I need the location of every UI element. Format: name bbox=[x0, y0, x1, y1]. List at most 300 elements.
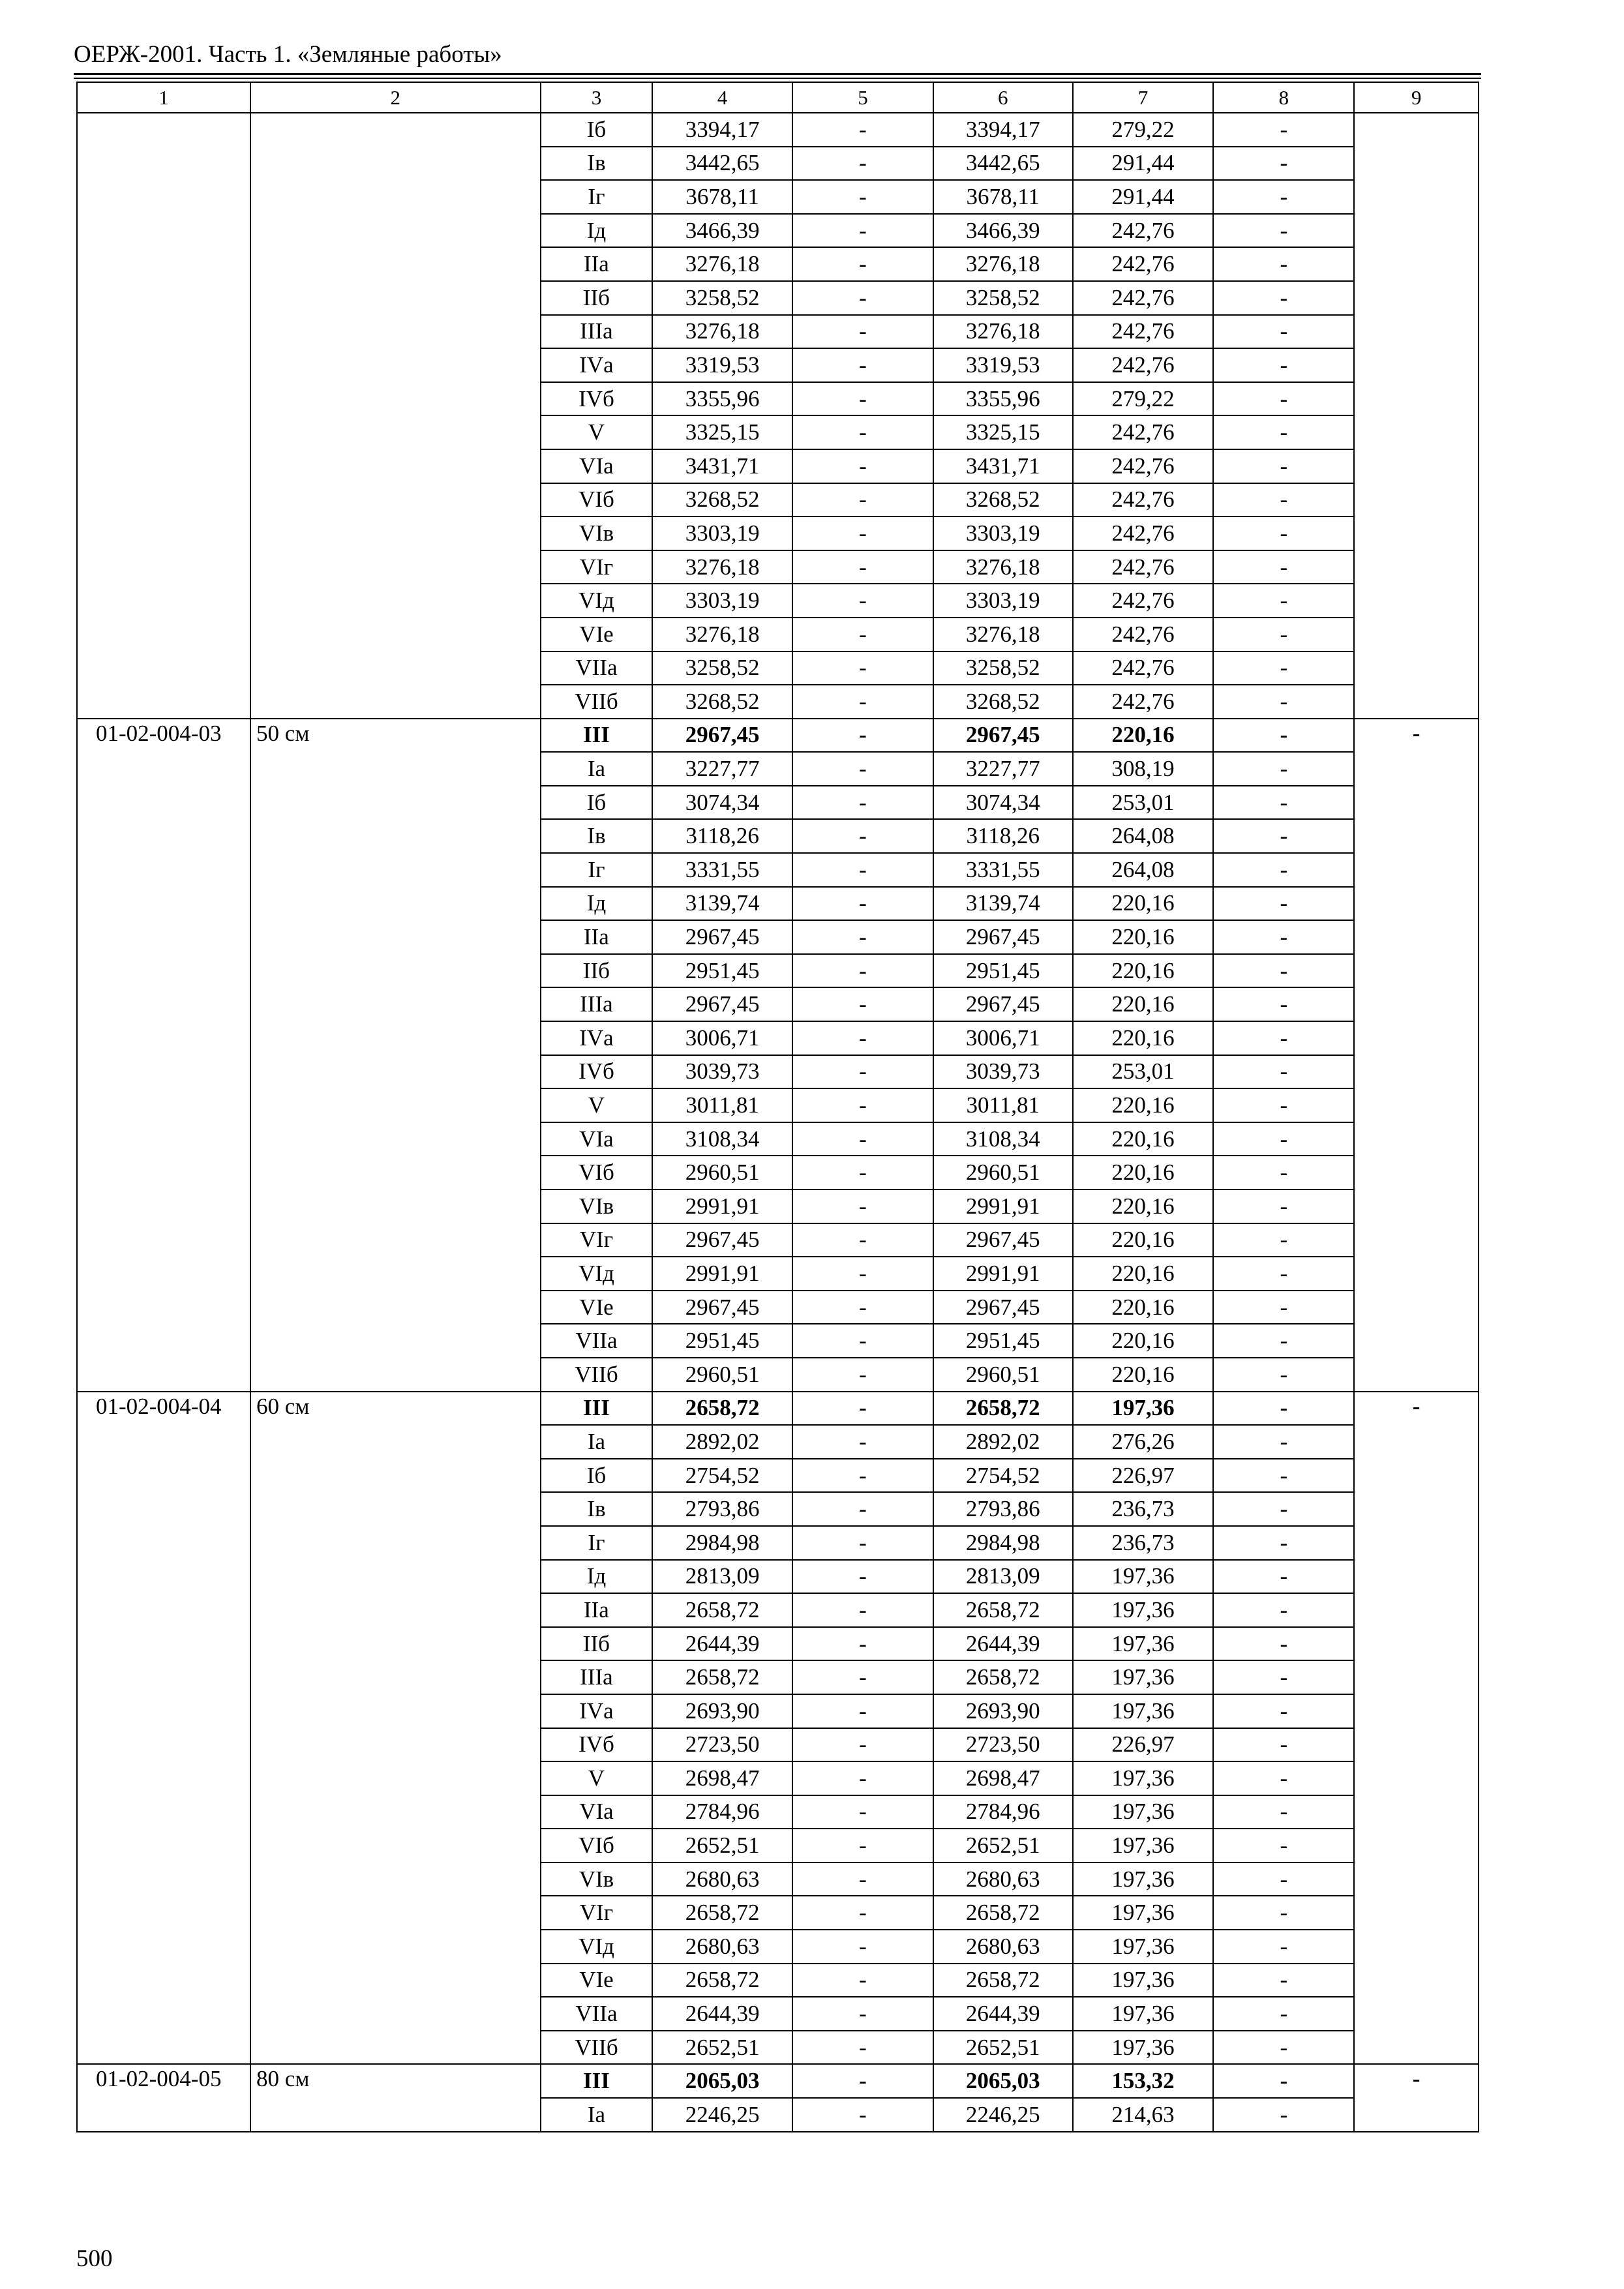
col6-cell: 3303,19 bbox=[933, 584, 1073, 618]
norm-name-cell: 80 см bbox=[250, 2064, 541, 2131]
wage-cell: 276,26 bbox=[1073, 1425, 1214, 1459]
col6-cell: 2967,45 bbox=[933, 1223, 1073, 1257]
col5-cell: - bbox=[792, 247, 933, 281]
wage-cell: 220,16 bbox=[1073, 1021, 1214, 1055]
base-price-cell: 2960,51 bbox=[652, 1156, 792, 1189]
col8-cell: - bbox=[1213, 1997, 1354, 2031]
wage-cell: 236,73 bbox=[1073, 1492, 1214, 1526]
col8-cell: - bbox=[1213, 1761, 1354, 1795]
col8-cell: - bbox=[1213, 2098, 1354, 2132]
col8-cell: - bbox=[1213, 247, 1354, 281]
zone-cell: VIд bbox=[541, 1257, 653, 1291]
col5-cell: - bbox=[792, 550, 933, 584]
col5-cell: - bbox=[792, 1863, 933, 1896]
col8-cell: - bbox=[1213, 1492, 1354, 1526]
col5-cell: - bbox=[792, 685, 933, 719]
column-number-4: 4 bbox=[652, 82, 792, 113]
wage-cell: 264,08 bbox=[1073, 819, 1214, 853]
base-price-cell: 2813,09 bbox=[652, 1560, 792, 1594]
col6-cell: 2960,51 bbox=[933, 1156, 1073, 1189]
col8-cell: - bbox=[1213, 1088, 1354, 1122]
zone-cell: IIа bbox=[541, 920, 653, 954]
base-price-cell: 2652,51 bbox=[652, 2031, 792, 2065]
zone-cell: Iв bbox=[541, 819, 653, 853]
wage-cell: 220,16 bbox=[1073, 1122, 1214, 1156]
base-price-cell: 2892,02 bbox=[652, 1425, 792, 1459]
column-number-8: 8 bbox=[1213, 82, 1354, 113]
base-price-cell: 3276,18 bbox=[652, 247, 792, 281]
col6-cell: 3139,74 bbox=[933, 887, 1073, 921]
zone-cell: Iд bbox=[541, 1560, 653, 1594]
zone-cell: Iв bbox=[541, 1492, 653, 1526]
zone-cell: III bbox=[541, 2064, 653, 2098]
col5-cell: - bbox=[792, 449, 933, 483]
zone-cell: Iг bbox=[541, 1526, 653, 1560]
col8-cell: - bbox=[1213, 752, 1354, 786]
col5-cell: - bbox=[792, 1459, 933, 1493]
col6-cell: 3678,11 bbox=[933, 180, 1073, 214]
zone-cell: Iв bbox=[541, 147, 653, 181]
col5-cell: - bbox=[792, 1795, 933, 1829]
base-price-cell: 3303,19 bbox=[652, 516, 792, 550]
base-price-cell: 3118,26 bbox=[652, 819, 792, 853]
table-row bbox=[77, 113, 1479, 147]
col8-cell: - bbox=[1213, 1055, 1354, 1089]
col5-cell: - bbox=[792, 1425, 933, 1459]
col5-cell: - bbox=[792, 651, 933, 685]
page-header: ОЕРЖ-2001. Часть 1. «Земляные работы» bbox=[74, 41, 502, 68]
zone-cell: IIIа bbox=[541, 987, 653, 1021]
zone-cell: V bbox=[541, 1761, 653, 1795]
column-number-9: 9 bbox=[1354, 82, 1479, 113]
wage-cell: 197,36 bbox=[1073, 1761, 1214, 1795]
col6-cell: 3319,53 bbox=[933, 348, 1073, 382]
col5-cell: - bbox=[792, 987, 933, 1021]
col8-cell: - bbox=[1213, 550, 1354, 584]
col6-cell: 2658,72 bbox=[933, 1392, 1073, 1426]
zone-cell: VIе bbox=[541, 618, 653, 651]
base-price-cell: 2951,45 bbox=[652, 1324, 792, 1358]
wage-cell: 242,76 bbox=[1073, 247, 1214, 281]
wage-cell: 242,76 bbox=[1073, 618, 1214, 651]
col6-cell: 3466,39 bbox=[933, 214, 1073, 248]
col5-cell: - bbox=[792, 1392, 933, 1426]
col5-cell: - bbox=[792, 618, 933, 651]
wage-cell: 226,97 bbox=[1073, 1728, 1214, 1762]
col6-cell: 2680,63 bbox=[933, 1863, 1073, 1896]
col6-cell: 3276,18 bbox=[933, 315, 1073, 349]
base-price-cell: 2658,72 bbox=[652, 1593, 792, 1627]
col6-cell: 3258,52 bbox=[933, 651, 1073, 685]
zone-cell: VIе bbox=[541, 1964, 653, 1997]
base-price-cell: 2658,72 bbox=[652, 1392, 792, 1426]
zone-cell: IVа bbox=[541, 1021, 653, 1055]
zone-cell: VIб bbox=[541, 483, 653, 517]
zone-cell: VIIб bbox=[541, 685, 653, 719]
col8-cell: - bbox=[1213, 1392, 1354, 1426]
col5-cell: - bbox=[792, 180, 933, 214]
col8-cell: - bbox=[1213, 651, 1354, 685]
wage-cell: 220,16 bbox=[1073, 1358, 1214, 1392]
base-price-cell: 2793,86 bbox=[652, 1492, 792, 1526]
col6-cell: 2723,50 bbox=[933, 1728, 1073, 1762]
col6-cell: 2065,03 bbox=[933, 2064, 1073, 2098]
zone-cell: Iб bbox=[541, 1459, 653, 1493]
col8-cell: - bbox=[1213, 1021, 1354, 1055]
col6-cell: 3331,55 bbox=[933, 853, 1073, 887]
base-price-cell: 2658,72 bbox=[652, 1660, 792, 1694]
zone-cell: III bbox=[541, 719, 653, 753]
col6-cell: 2693,90 bbox=[933, 1694, 1073, 1728]
zone-cell: VIг bbox=[541, 1896, 653, 1930]
base-price-cell: 3258,52 bbox=[652, 651, 792, 685]
base-price-cell: 3276,18 bbox=[652, 550, 792, 584]
col6-cell: 3006,71 bbox=[933, 1021, 1073, 1055]
wage-cell: 220,16 bbox=[1073, 1324, 1214, 1358]
col5-cell: - bbox=[792, 113, 933, 147]
col5-cell: - bbox=[792, 1324, 933, 1358]
col5-cell: - bbox=[792, 516, 933, 550]
zone-cell: V bbox=[541, 1088, 653, 1122]
base-price-cell: 2658,72 bbox=[652, 1896, 792, 1930]
col6-cell: 3074,34 bbox=[933, 786, 1073, 820]
col5-cell: - bbox=[792, 887, 933, 921]
wage-cell: 242,76 bbox=[1073, 483, 1214, 517]
wage-cell: 220,16 bbox=[1073, 1257, 1214, 1291]
col8-cell: - bbox=[1213, 1896, 1354, 1930]
col5-cell: - bbox=[792, 1560, 933, 1594]
base-price-cell: 3276,18 bbox=[652, 315, 792, 349]
wage-cell: 242,76 bbox=[1073, 315, 1214, 349]
col8-cell: - bbox=[1213, 1291, 1354, 1324]
col5-cell: - bbox=[792, 1829, 933, 1863]
base-price-cell: 3108,34 bbox=[652, 1122, 792, 1156]
wage-cell: 197,36 bbox=[1073, 2031, 1214, 2065]
zone-cell: VIIб bbox=[541, 2031, 653, 2065]
col5-cell: - bbox=[792, 819, 933, 853]
zone-cell: VIб bbox=[541, 1829, 653, 1863]
col8-cell: - bbox=[1213, 1156, 1354, 1189]
base-price-cell: 2967,45 bbox=[652, 987, 792, 1021]
zone-cell: Iа bbox=[541, 752, 653, 786]
zone-cell: Iа bbox=[541, 1425, 653, 1459]
wage-cell: 242,76 bbox=[1073, 348, 1214, 382]
col6-cell: 2984,98 bbox=[933, 1526, 1073, 1560]
col5-cell: - bbox=[792, 1358, 933, 1392]
column-number-row bbox=[77, 82, 1479, 113]
table-body bbox=[77, 113, 1479, 2132]
wage-cell: 253,01 bbox=[1073, 1055, 1214, 1089]
col5-cell: - bbox=[792, 2031, 933, 2065]
col8-cell: - bbox=[1213, 315, 1354, 349]
column-number-3: 3 bbox=[541, 82, 653, 113]
norm-code-cell: 01-02-004-04 bbox=[77, 1392, 250, 2065]
base-price-cell: 2754,52 bbox=[652, 1459, 792, 1493]
col5-cell: - bbox=[792, 1728, 933, 1762]
base-price-cell: 3431,71 bbox=[652, 449, 792, 483]
col6-cell: 3355,96 bbox=[933, 382, 1073, 416]
wage-cell: 197,36 bbox=[1073, 1392, 1214, 1426]
zone-cell: Iа bbox=[541, 2098, 653, 2132]
norm-name-cell: 50 см bbox=[250, 719, 541, 1392]
wage-cell: 197,36 bbox=[1073, 1627, 1214, 1661]
zone-cell: IIб bbox=[541, 1627, 653, 1661]
zone-cell: VIIа bbox=[541, 1997, 653, 2031]
col6-cell: 2784,96 bbox=[933, 1795, 1073, 1829]
col8-cell: - bbox=[1213, 1660, 1354, 1694]
zone-cell: IVб bbox=[541, 382, 653, 416]
col6-cell: 3394,17 bbox=[933, 113, 1073, 147]
zone-cell: IIа bbox=[541, 247, 653, 281]
wage-cell: 197,36 bbox=[1073, 1795, 1214, 1829]
base-price-cell: 3319,53 bbox=[652, 348, 792, 382]
wage-cell: 197,36 bbox=[1073, 1829, 1214, 1863]
column-number-2: 2 bbox=[250, 82, 541, 113]
zone-cell: IIIа bbox=[541, 315, 653, 349]
zone-cell: VIд bbox=[541, 1930, 653, 1964]
base-price-cell: 3276,18 bbox=[652, 618, 792, 651]
col6-cell: 2652,51 bbox=[933, 1829, 1073, 1863]
col5-cell: - bbox=[792, 415, 933, 449]
table-row bbox=[77, 2064, 1479, 2098]
col5-cell: - bbox=[792, 786, 933, 820]
col5-cell: - bbox=[792, 1257, 933, 1291]
col5-cell: - bbox=[792, 1660, 933, 1694]
zone-cell: VIа bbox=[541, 1795, 653, 1829]
wage-cell: 197,36 bbox=[1073, 1694, 1214, 1728]
base-price-cell: 3442,65 bbox=[652, 147, 792, 181]
base-price-cell: 2991,91 bbox=[652, 1189, 792, 1223]
wage-cell: 264,08 bbox=[1073, 853, 1214, 887]
col5-cell: - bbox=[792, 1997, 933, 2031]
col8-cell: - bbox=[1213, 786, 1354, 820]
wage-cell: 242,76 bbox=[1073, 415, 1214, 449]
col8-cell: - bbox=[1213, 1459, 1354, 1493]
col9-cell: - bbox=[1354, 1392, 1479, 2065]
col5-cell: - bbox=[792, 214, 933, 248]
wage-cell: 242,76 bbox=[1073, 550, 1214, 584]
col6-cell: 3276,18 bbox=[933, 618, 1073, 651]
col8-cell: - bbox=[1213, 1358, 1354, 1392]
col8-cell: - bbox=[1213, 954, 1354, 988]
col6-cell: 2754,52 bbox=[933, 1459, 1073, 1493]
header-rule bbox=[74, 73, 1481, 75]
base-price-cell: 3139,74 bbox=[652, 887, 792, 921]
col8-cell: - bbox=[1213, 1694, 1354, 1728]
col6-cell: 2698,47 bbox=[933, 1761, 1073, 1795]
col8-cell: - bbox=[1213, 1627, 1354, 1661]
wage-cell: 242,76 bbox=[1073, 214, 1214, 248]
base-price-cell: 3268,52 bbox=[652, 685, 792, 719]
base-price-cell: 3394,17 bbox=[652, 113, 792, 147]
zone-cell: VIIб bbox=[541, 1358, 653, 1392]
col8-cell: - bbox=[1213, 2064, 1354, 2098]
wage-cell: 220,16 bbox=[1073, 920, 1214, 954]
column-number-1: 1 bbox=[77, 82, 250, 113]
col6-cell: 3276,18 bbox=[933, 247, 1073, 281]
wage-cell: 197,36 bbox=[1073, 1930, 1214, 1964]
base-price-cell: 2698,47 bbox=[652, 1761, 792, 1795]
col5-cell: - bbox=[792, 1930, 933, 1964]
base-price-cell: 2991,91 bbox=[652, 1257, 792, 1291]
col5-cell: - bbox=[792, 1627, 933, 1661]
col6-cell: 3325,15 bbox=[933, 415, 1073, 449]
col8-cell: - bbox=[1213, 920, 1354, 954]
col5-cell: - bbox=[792, 1896, 933, 1930]
col8-cell: - bbox=[1213, 449, 1354, 483]
zone-cell: V bbox=[541, 415, 653, 449]
wage-cell: 236,73 bbox=[1073, 1526, 1214, 1560]
base-price-cell: 2984,98 bbox=[652, 1526, 792, 1560]
wage-cell: 242,76 bbox=[1073, 281, 1214, 315]
wage-cell: 220,16 bbox=[1073, 1291, 1214, 1324]
col6-cell: 2991,91 bbox=[933, 1189, 1073, 1223]
wage-cell: 220,16 bbox=[1073, 1189, 1214, 1223]
wage-cell: 220,16 bbox=[1073, 719, 1214, 753]
wage-cell: 279,22 bbox=[1073, 382, 1214, 416]
col6-cell: 2967,45 bbox=[933, 719, 1073, 753]
col6-cell: 2967,45 bbox=[933, 920, 1073, 954]
norm-code-cell: 01-02-004-05 bbox=[77, 2064, 250, 2131]
base-price-cell: 3355,96 bbox=[652, 382, 792, 416]
col8-cell: - bbox=[1213, 819, 1354, 853]
col6-cell: 2652,51 bbox=[933, 2031, 1073, 2065]
base-price-cell: 2246,25 bbox=[652, 2098, 792, 2132]
col8-cell: - bbox=[1213, 987, 1354, 1021]
col9-cell: - bbox=[1354, 719, 1479, 1392]
col6-cell: 3118,26 bbox=[933, 819, 1073, 853]
base-price-cell: 2967,45 bbox=[652, 1291, 792, 1324]
col8-cell: - bbox=[1213, 147, 1354, 181]
base-price-cell: 3268,52 bbox=[652, 483, 792, 517]
base-price-cell: 2967,45 bbox=[652, 719, 792, 753]
norm-code-cell: 01-02-004-03 bbox=[77, 719, 250, 1392]
zone-cell: Iб bbox=[541, 786, 653, 820]
col8-cell: - bbox=[1213, 1728, 1354, 1762]
col6-cell: 2658,72 bbox=[933, 1964, 1073, 1997]
col8-cell: - bbox=[1213, 719, 1354, 753]
zone-cell: Iг bbox=[541, 180, 653, 214]
col5-cell: - bbox=[792, 2098, 933, 2132]
col5-cell: - bbox=[792, 584, 933, 618]
col8-cell: - bbox=[1213, 1189, 1354, 1223]
wage-cell: 197,36 bbox=[1073, 1560, 1214, 1594]
col6-cell: 3276,18 bbox=[933, 550, 1073, 584]
col6-cell: 2951,45 bbox=[933, 1324, 1073, 1358]
zone-cell: Iб bbox=[541, 113, 653, 147]
base-price-cell: 3006,71 bbox=[652, 1021, 792, 1055]
zone-cell: VIб bbox=[541, 1156, 653, 1189]
zone-cell: IIа bbox=[541, 1593, 653, 1627]
col6-cell: 3268,52 bbox=[933, 685, 1073, 719]
zone-cell: IVб bbox=[541, 1055, 653, 1089]
col6-cell: 3258,52 bbox=[933, 281, 1073, 315]
col8-cell: - bbox=[1213, 281, 1354, 315]
col8-cell: - bbox=[1213, 1257, 1354, 1291]
zone-cell: IVа bbox=[541, 348, 653, 382]
col6-cell: 3442,65 bbox=[933, 147, 1073, 181]
col5-cell: - bbox=[792, 1964, 933, 1997]
col6-cell: 2793,86 bbox=[933, 1492, 1073, 1526]
col5-cell: - bbox=[792, 147, 933, 181]
col6-cell: 2991,91 bbox=[933, 1257, 1073, 1291]
base-price-cell: 3303,19 bbox=[652, 584, 792, 618]
col8-cell: - bbox=[1213, 887, 1354, 921]
col5-cell: - bbox=[792, 348, 933, 382]
zone-cell: VIIа bbox=[541, 651, 653, 685]
col6-cell: 2892,02 bbox=[933, 1425, 1073, 1459]
base-price-cell: 2658,72 bbox=[652, 1964, 792, 1997]
col5-cell: - bbox=[792, 2064, 933, 2098]
col8-cell: - bbox=[1213, 618, 1354, 651]
col6-cell: 3011,81 bbox=[933, 1088, 1073, 1122]
wage-cell: 197,36 bbox=[1073, 1660, 1214, 1694]
base-price-cell: 3331,55 bbox=[652, 853, 792, 887]
col8-cell: - bbox=[1213, 1930, 1354, 1964]
column-number-5: 5 bbox=[792, 82, 933, 113]
zone-cell: III bbox=[541, 1392, 653, 1426]
wage-cell: 242,76 bbox=[1073, 651, 1214, 685]
col5-cell: - bbox=[792, 483, 933, 517]
base-price-cell: 3325,15 bbox=[652, 415, 792, 449]
col8-cell: - bbox=[1213, 1863, 1354, 1896]
col5-cell: - bbox=[792, 1088, 933, 1122]
col6-cell: 2658,72 bbox=[933, 1896, 1073, 1930]
zone-cell: Iд bbox=[541, 887, 653, 921]
col6-cell: 2951,45 bbox=[933, 954, 1073, 988]
wage-cell: 242,76 bbox=[1073, 584, 1214, 618]
zone-cell: VIд bbox=[541, 584, 653, 618]
col9-cell: - bbox=[1354, 2064, 1479, 2131]
col5-cell: - bbox=[792, 1021, 933, 1055]
base-price-cell: 2652,51 bbox=[652, 1829, 792, 1863]
wage-cell: 253,01 bbox=[1073, 786, 1214, 820]
base-price-cell: 2723,50 bbox=[652, 1728, 792, 1762]
zone-cell: Iг bbox=[541, 853, 653, 887]
zone-cell: VIа bbox=[541, 1122, 653, 1156]
col8-cell: - bbox=[1213, 584, 1354, 618]
wage-cell: 220,16 bbox=[1073, 887, 1214, 921]
header-rule-thin bbox=[74, 78, 1481, 79]
col5-cell: - bbox=[792, 1694, 933, 1728]
wage-cell: 242,76 bbox=[1073, 516, 1214, 550]
col5-cell: - bbox=[792, 281, 933, 315]
base-price-cell: 2967,45 bbox=[652, 920, 792, 954]
base-price-cell: 3258,52 bbox=[652, 281, 792, 315]
table-row bbox=[77, 719, 1479, 753]
wage-cell: 242,76 bbox=[1073, 685, 1214, 719]
col8-cell: - bbox=[1213, 1795, 1354, 1829]
col6-cell: 2246,25 bbox=[933, 2098, 1073, 2132]
col8-cell: - bbox=[1213, 685, 1354, 719]
col6-cell: 2658,72 bbox=[933, 1593, 1073, 1627]
zone-cell: VIг bbox=[541, 550, 653, 584]
base-price-cell: 3466,39 bbox=[652, 214, 792, 248]
wage-cell: 197,36 bbox=[1073, 1863, 1214, 1896]
wage-cell: 279,22 bbox=[1073, 113, 1214, 147]
col8-cell: - bbox=[1213, 1964, 1354, 1997]
zone-cell: VIIа bbox=[541, 1324, 653, 1358]
col8-cell: - bbox=[1213, 180, 1354, 214]
col8-cell: - bbox=[1213, 1526, 1354, 1560]
base-price-cell: 3039,73 bbox=[652, 1055, 792, 1089]
wage-cell: 220,16 bbox=[1073, 987, 1214, 1021]
base-price-cell: 2644,39 bbox=[652, 1997, 792, 2031]
base-price-cell: 3678,11 bbox=[652, 180, 792, 214]
zone-cell: VIг bbox=[541, 1223, 653, 1257]
wage-cell: 197,36 bbox=[1073, 1593, 1214, 1627]
col6-cell: 3431,71 bbox=[933, 449, 1073, 483]
